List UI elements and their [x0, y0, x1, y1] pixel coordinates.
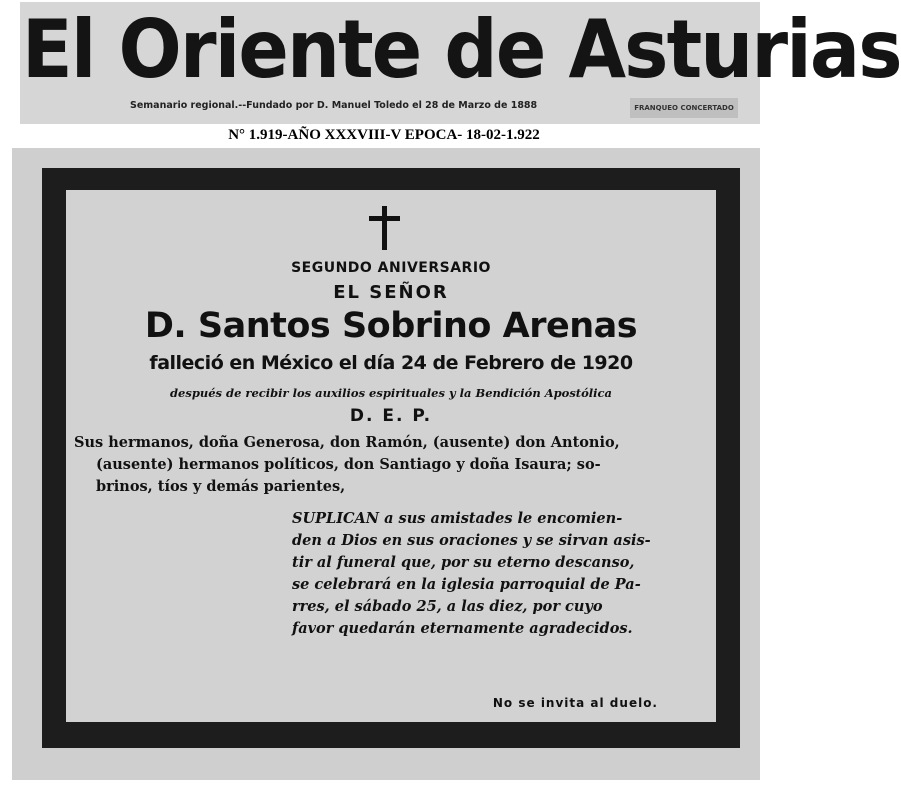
cross-icon [369, 206, 399, 250]
request-line: SUPLICAN a sus amistades le encomien- [292, 510, 623, 527]
death-date-line: falleció en México el día 24 de Febrero de 1920 [149, 352, 633, 374]
obituary-panel [66, 190, 716, 722]
obituary-clipping [12, 148, 760, 780]
deceased-name: D. Santos Sobrino Arenas [144, 306, 638, 346]
newspaper-masthead [20, 2, 901, 124]
family-line: (ausente) hermanos políticos, don Santiago y doña Isaura; so- [96, 456, 601, 473]
sacraments-line: después de recibir los auxilios espirituales y la Bendición Apostólica [170, 386, 612, 400]
family-line: brinos, tíos y demás parientes, [96, 478, 346, 495]
anniversary-heading: SEGUNDO ANIVERSARIO [291, 260, 491, 276]
request-line: den a Dios en sus oraciones y se sirvan asis- [292, 532, 651, 549]
request-paragraph [292, 508, 712, 640]
honorific: EL SEÑOR [333, 282, 449, 303]
newspaper-subtitle: Semanario regional.--Fundado por D. Manuel Toledo el 28 de Marzo de 1888 [130, 100, 538, 111]
no-invite-line [66, 696, 716, 710]
newspaper-title: El Oriente de Asturias [21, 3, 901, 96]
edition-line: N° 1.919-AÑO XXXVIII-V EPOCA- 18-02-1.922 [228, 127, 540, 143]
request-line: se celebrará en la iglesia parroquial de Pa- [292, 576, 641, 593]
no-invite-text: No se invita al duelo. [492, 696, 658, 710]
black-border-frame [42, 168, 740, 748]
request-line: tir al funeral que, por su eterno descanso, [292, 554, 635, 571]
request-line: rres, el sábado 25, a las diez, por cuyo [292, 598, 603, 615]
family-paragraph [74, 432, 708, 498]
postage-stamp: FRANQUEO CONCERTADO [630, 98, 738, 118]
family-line: Sus hermanos, doña Generosa, don Ramón, (ausente) don Antonio, [74, 434, 620, 451]
request-line: favor quedarán eternamente agradecidos. [292, 620, 633, 637]
dep-line: D. E. P. [349, 406, 433, 426]
